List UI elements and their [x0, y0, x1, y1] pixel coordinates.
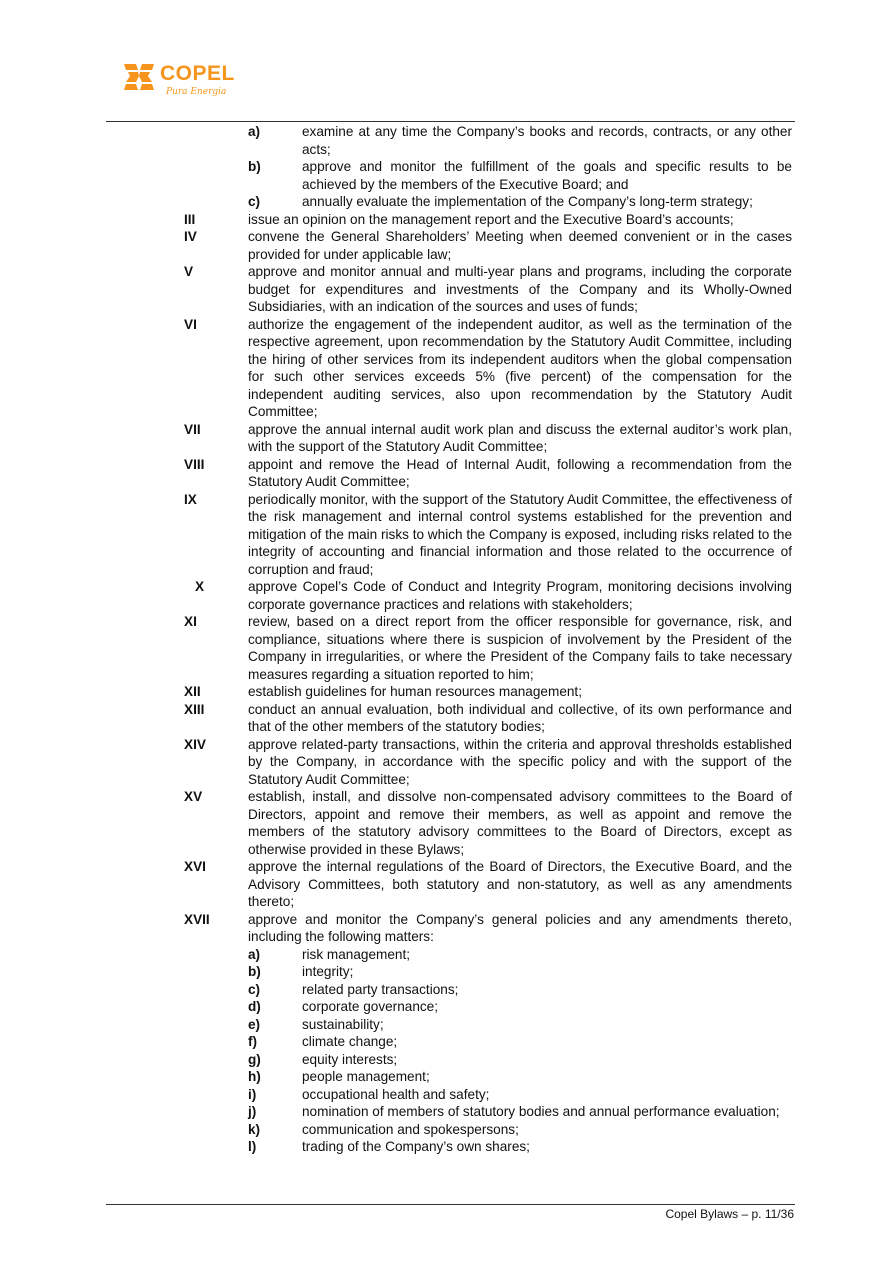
item-text: trading of the Company’s own shares; [302, 1139, 530, 1154]
list-item [106, 1086, 795, 1104]
item-label: i) [248, 1086, 257, 1102]
clause-number: IV [184, 229, 197, 244]
roman-numeral-list [106, 211, 795, 946]
item-text: examine at any time the Company’s books and records, contracts, or any other acts; [302, 124, 792, 157]
bylaws-text [106, 123, 795, 1156]
header-divider [106, 121, 795, 122]
item-text: occupational health and safety; [302, 1086, 490, 1102]
clause-number: XIII [184, 701, 205, 717]
clause-row [106, 421, 795, 456]
clause-number: VII [184, 421, 201, 437]
item-text: related party transactions; [302, 981, 459, 997]
list-item [106, 123, 795, 158]
clause-text: approve and monitor annual and multi-year plans and programs, including the corporate budget for expenditures and investments of the Company and its Wholly-Owned Subsidiaries, with an indication of the sources and uses of funds; [248, 264, 792, 314]
item-label: a) [248, 946, 261, 962]
clause-row [106, 578, 795, 613]
item-text: sustainability; [302, 1016, 384, 1032]
clause-number: VI [184, 316, 197, 332]
clause-text: review, based on a direct report from the officer responsible for governance, risk, and compliance, situations where there is suspicion of involvement by the President of the Company in irregularities, or where the President of the Company fails to take necessary measures regarding a situation reported to him; [248, 614, 792, 682]
item-label: k) [248, 1121, 261, 1137]
clause-row [106, 211, 795, 229]
clause-text: approve the internal regulations of the Board of Directors, the Executive Board, and the Advisory Committees, both statutory and non-statutory, as well as any amendments thereto; [248, 859, 792, 909]
clause-text: establish guidelines for human resources management; [248, 684, 582, 699]
list-item [106, 193, 795, 211]
copel-logo [122, 58, 242, 106]
clause-number: XI [184, 614, 197, 629]
item-text: approve and monitor the fulfillment of the goals and specific results to be achieved by the members of the Executive Board; and [302, 159, 792, 192]
clause-number: IX [184, 491, 197, 507]
clause-row [106, 316, 795, 421]
clause-text: periodically monitor, with the support of the Statutory Audit Committee, the effectiveness of the risk management and internal control systems established for the prevention and mitigation of the main risks to which the Company is exposed, including risks related to the integrity of accounting and financial information and those related to the occurrence of corruption and fraud; [248, 491, 793, 577]
item-label: f) [248, 1034, 258, 1049]
clause-number: XV [184, 789, 203, 804]
item-label: c) [248, 194, 261, 209]
clause-row [106, 788, 795, 858]
list-item [106, 158, 795, 193]
list-item [106, 998, 795, 1016]
top-sub-list [106, 123, 795, 211]
item-label: a) [248, 124, 261, 139]
clause-text: issue an opinion on the management report and the Executive Board’s accounts; [248, 211, 734, 227]
item-label: g) [248, 1051, 261, 1067]
clause-row [106, 228, 795, 263]
item-label: h) [248, 1069, 261, 1084]
clause-text: approve related-party transactions, within the criteria and approval thresholds established by the Company, in accordance with the specific policy and with the support of the Statutory Audit Committee; [248, 736, 792, 787]
item-text: nomination of members of statutory bodies and annual performance evaluation; [302, 1104, 780, 1119]
item-text: climate change; [302, 1034, 398, 1049]
clause-number: XIV [184, 736, 206, 752]
clause-row [106, 263, 795, 316]
list-item [106, 946, 795, 964]
clause-text: appoint and remove the Head of Internal Audit, following a recommendation from the Statutory Audit Committee; [248, 456, 792, 489]
list-item [106, 1016, 795, 1034]
clause-text: approve and monitor the Company’s general policies and any amendments thereto, including the following matters: [248, 911, 792, 944]
page-footer: Copel Bylaws – p. 11/36 [665, 1207, 794, 1221]
copel-logo-icon [122, 60, 156, 94]
item-text: corporate governance; [302, 999, 439, 1014]
item-text: annually evaluate the implementation of the Company’s long-term strategy; [302, 194, 753, 209]
clause-number: X [195, 579, 205, 594]
brand-tagline: Pura Energia [166, 87, 227, 97]
clause-number: VIII [184, 456, 205, 472]
item-label: j) [248, 1104, 257, 1119]
clause-number: XVI [184, 859, 206, 874]
clause-text: authorize the engagement of the independent auditor, as well as the termination of the respective agreement, upon recommendation by the Statutory Audit Committee, including the hiring of other services from its independent auditors when the global compensation for such other services exceeds 5% (five percent) of the compensation for the independent auditing services, also upon recommendation by the Statutory Audit Committee; [248, 316, 792, 419]
item-text: communication and spokespersons; [302, 1121, 519, 1137]
list-item [106, 1068, 795, 1086]
clause-text: conduct an annual evaluation, both individual and collective, of its own performance and that of the other members of the statutory bodies; [248, 701, 792, 734]
clause-row [106, 701, 795, 736]
clause-number: XVII [184, 911, 210, 927]
clause-row [106, 858, 795, 911]
item-label: c) [248, 981, 261, 997]
list-item [106, 981, 795, 999]
clause-row [106, 736, 795, 789]
list-item [106, 963, 795, 981]
list-item [106, 1138, 795, 1156]
item-label: b) [248, 964, 261, 979]
clause-row [106, 613, 795, 683]
list-item [106, 1033, 795, 1051]
clause-number: III [184, 211, 196, 227]
policy-sub-list [106, 946, 795, 1156]
item-label: l) [248, 1139, 257, 1154]
clause-row [106, 456, 795, 491]
footer-divider [106, 1204, 795, 1205]
clause-text: establish, install, and dissolve non-compensated advisory committees to the Board of Directors, appoint and remove their members, as well as appoint and remove the members of the statutory advisory committees to the Board of Directors, except as otherwise provided in these Bylaws; [248, 789, 792, 857]
clause-text: approve the annual internal audit work plan and discuss the external auditor’s work plan, with the support of the Statutory Audit Committee; [248, 421, 792, 454]
list-item [106, 1121, 795, 1139]
list-item [106, 1051, 795, 1069]
clause-number: V [184, 264, 194, 279]
item-text: people management; [302, 1069, 430, 1084]
clause-row [106, 683, 795, 701]
clause-row [106, 491, 795, 579]
item-label: e) [248, 1016, 261, 1032]
item-text: risk management; [302, 946, 411, 962]
clause-text: convene the General Shareholders’ Meeting when deemed convenient or in the cases provided for under applicable law; [248, 229, 792, 262]
item-text: integrity; [302, 964, 354, 979]
clause-row [106, 911, 795, 946]
brand-name: COPEL [160, 62, 235, 85]
item-label: b) [248, 159, 261, 174]
clause-number: XII [184, 684, 201, 699]
item-label: d) [248, 999, 261, 1014]
item-text: equity interests; [302, 1051, 398, 1067]
clause-text: approve Copel’s Code of Conduct and Integrity Program, monitoring decisions involving corporate governance practices and relations with stakeholders; [248, 579, 792, 612]
list-item [106, 1103, 795, 1121]
